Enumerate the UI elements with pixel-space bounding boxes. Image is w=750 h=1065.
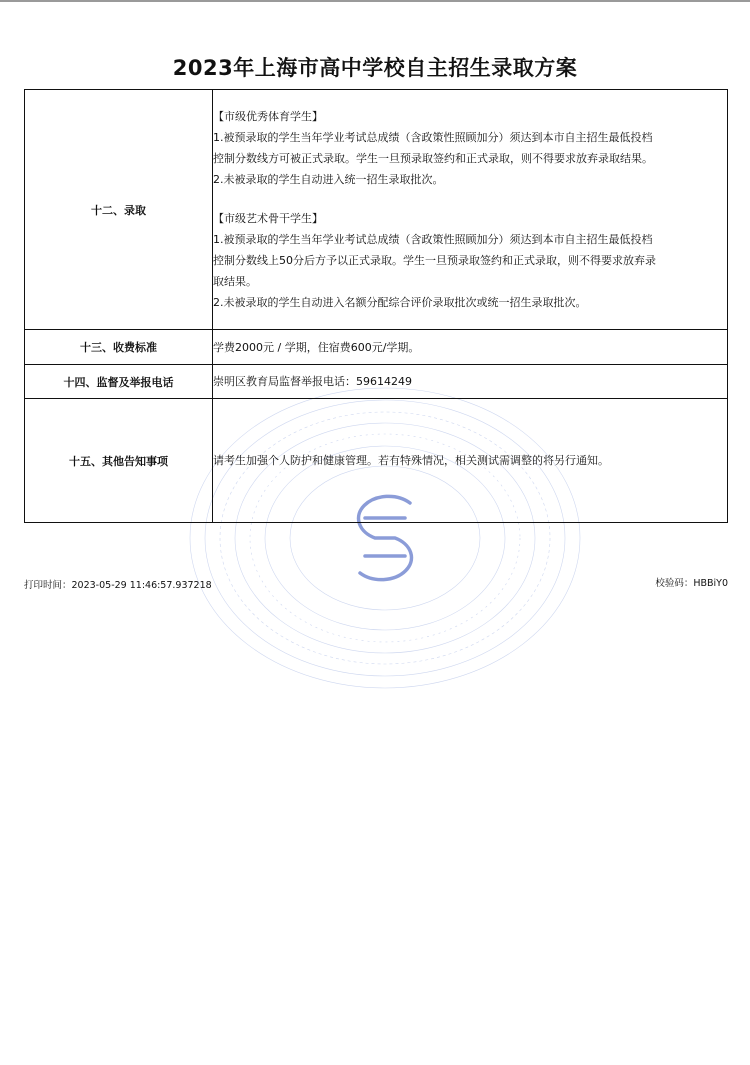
sports-line-2: 控制分数线方可被正式录取。学生一旦预录取签约和正式录取，则不得要求放弃录取结果。 (213, 152, 653, 165)
table-row (25, 330, 728, 365)
row-content-notices: 请考生加强个人防护和健康管理。若有特殊情况，相关测试需调整的将另行通知。 (213, 399, 728, 523)
sports-heading: 【市级优秀体育学生】 (213, 110, 323, 123)
row-label-fees: 十三、收费标准 (25, 330, 213, 365)
table-row (25, 399, 728, 523)
arts-line-3: 取结果。 (213, 275, 257, 288)
arts-line-1: 1.被预录取的学生当年学业考试总成绩（含政策性照顾加分）须达到本市自主招生最低投档 (213, 233, 653, 246)
top-border-line (0, 0, 750, 2)
row-label-hotline: 十四、监督及举报电话 (25, 365, 213, 399)
sports-line-3: 2.未被录取的学生自动进入统一招生录取批次。 (213, 173, 444, 186)
table-row (25, 365, 728, 399)
sports-line-1: 1.被预录取的学生当年学业考试总成绩（含政策性照顾加分）须达到本市自主招生最低投档 (213, 131, 653, 144)
table-row (25, 90, 728, 330)
check-code: 校验码：HBBiY0 (655, 578, 728, 589)
print-time: 打印时间：2023-05-29 11:46:57.937218 (24, 580, 212, 591)
row-content-hotline: 崇明区教育局监督举报电话：59614249 (213, 365, 728, 399)
admission-table (24, 89, 728, 523)
arts-line-4: 2.未被录取的学生自动进入名额分配综合评价录取批次或统一招生录取批次。 (213, 296, 587, 309)
row-label-notices: 十五、其他告知事项 (25, 399, 213, 523)
page-title: 2023年上海市高中学校自主招生录取方案 (172, 56, 578, 80)
spacer (213, 190, 727, 208)
row-content-admission (213, 90, 728, 330)
row-content-fees: 学费2000元 / 学期，住宿费600元/学期。 (213, 330, 728, 365)
arts-line-2: 控制分数线上50分后方予以正式录取。学生一旦预录取签约和正式录取，则不得要求放弃录 (213, 254, 656, 267)
arts-heading: 【市级艺术骨干学生】 (213, 212, 323, 225)
row-label-admission: 十二、录取 (25, 90, 213, 330)
